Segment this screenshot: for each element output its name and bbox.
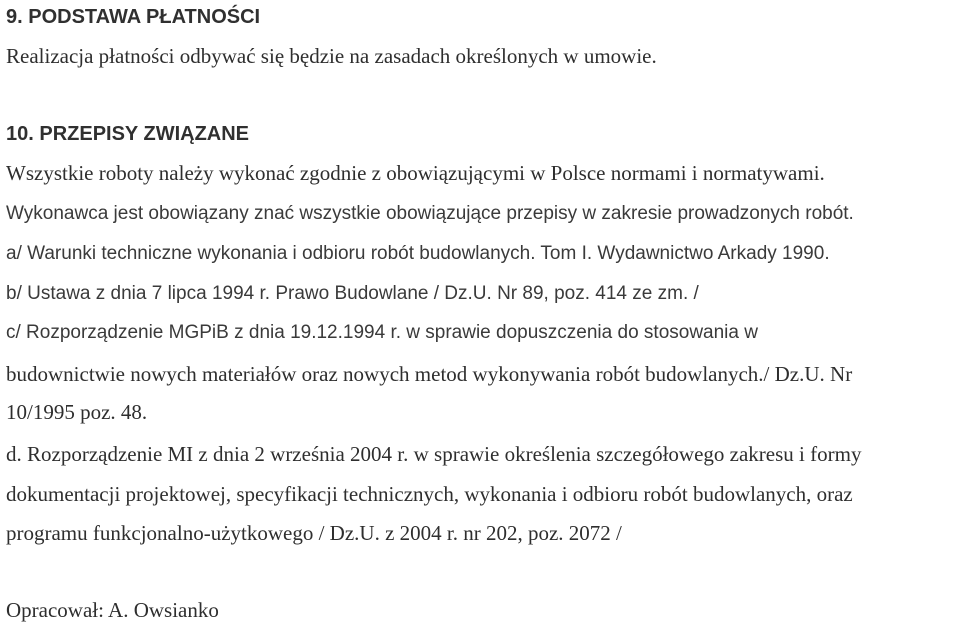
regulation-item-d-line2: dokumentacji projektowej, specyfikacji technicznych, wykonania i odbioru robót budowlanych, oraz [6,482,853,506]
regulation-item-c-line2: budownictwie nowych materiałów oraz nowych metod wykonywania robót budowlanych./ Dz.U. Nr [6,362,853,386]
section-9-heading: 9. PODSTAWA PŁATNOŚCI [6,6,261,28]
author-signature-text: Opracował: A. Owsianko [6,598,219,622]
regulation-item-d-line1: d. Rozporządzenie MI z dnia 2 września 2004 r. w sprawie określenia szczegółowego zakresu i formy [6,442,862,466]
regulation-item-b: b/ Ustawa z dnia 7 lipca 1994 r. Prawo Budowlane / Dz.U. Nr 89, poz. 414 ze zm. / [6,283,699,304]
section-10-obligation: Wykonawca jest obowiązany znać wszystkie obowiązujące przepisy w zakresie prowadzonych robót. [6,203,854,224]
regulation-item-c-line1: c/ Rozporządzenie MGPiB z dnia 19.12.1994 r. w sprawie dopuszczenia do stosowania w [6,322,758,343]
regulation-item-a: a/ Warunki techniczne wykonania i odbioru robót budowlanych. Tom I. Wydawnictwo Arkady 1990. [6,243,830,264]
regulation-item-c-line3: 10/1995 poz. 48. [6,400,148,424]
section-9-text: Realizacja płatności odbywać się będzie na zasadach określonych w umowie. [6,44,657,68]
section-10-intro: Wszystkie roboty należy wykonać zgodnie z obowiązującymi w Polsce normami i normatywami. [6,161,825,185]
section-10-heading: 10. PRZEPISY ZWIĄZANE [6,123,250,145]
regulation-item-d-line3: programu funkcjonalno-użytkowego / Dz.U. z 2004 r. nr 202, poz. 2072 / [6,521,622,545]
